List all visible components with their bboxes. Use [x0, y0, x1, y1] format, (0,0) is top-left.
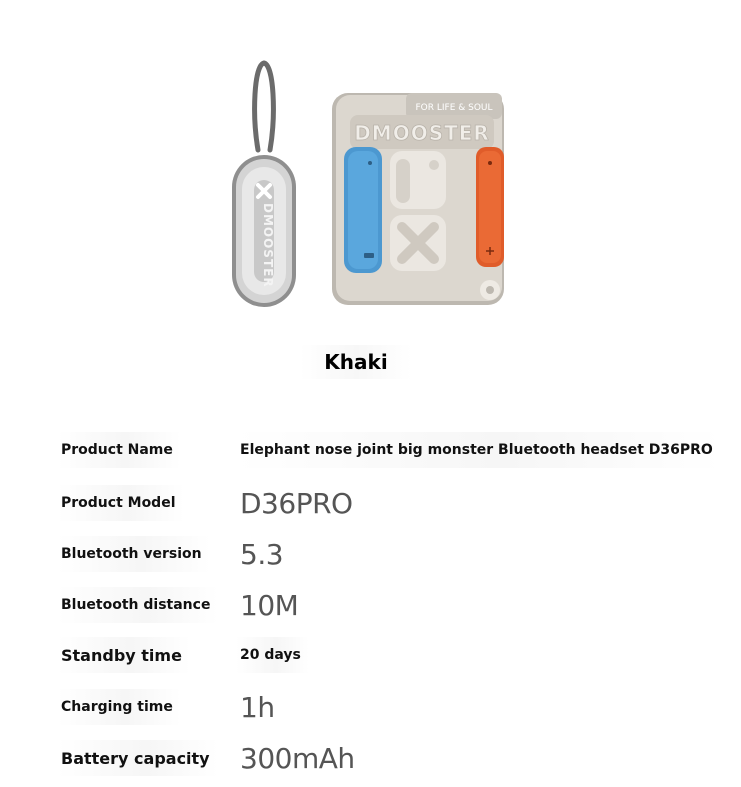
spec-row-bluetooth-distance	[0, 587, 741, 627]
spec-row-product-model	[0, 485, 741, 525]
spec-value: 5.3	[240, 537, 284, 571]
cross-emblem-icon	[390, 215, 446, 271]
spec-value: 1h	[240, 690, 275, 724]
case-slogan-text: FOR LIFE & SOUL	[415, 103, 493, 113]
spec-row-battery-capacity	[0, 740, 741, 780]
spec-row-charging-time	[0, 689, 741, 729]
product-image	[220, 55, 520, 315]
spec-label: Bluetooth version	[58, 536, 210, 572]
spec-label: Bluetooth distance	[58, 587, 218, 623]
pendant-keychain	[232, 63, 296, 307]
spec-label: Charging time	[58, 689, 181, 725]
spec-label: Product Name	[58, 432, 181, 468]
pendant-brand-text: DMOOSTER	[261, 203, 275, 288]
spec-value: D36PRO	[240, 486, 353, 520]
spec-row-product-name	[0, 432, 741, 472]
charging-case	[332, 93, 504, 305]
spec-value: 10M	[240, 588, 299, 622]
case-brand-text: DMOOSTER	[354, 121, 490, 145]
spec-label: Standby time	[58, 637, 190, 673]
spec-value: 300mAh	[240, 741, 355, 775]
spec-label: Product Model	[58, 485, 184, 521]
color-option-label: Khaki	[300, 345, 412, 379]
spec-label: Battery capacity	[58, 740, 218, 776]
spec-value: 20 days	[236, 637, 309, 673]
spec-row-bluetooth-version	[0, 536, 741, 576]
spec-row-standby-time	[0, 637, 741, 677]
spec-value: Elephant nose joint big monster Bluetooth headset D36PRO	[236, 432, 721, 468]
